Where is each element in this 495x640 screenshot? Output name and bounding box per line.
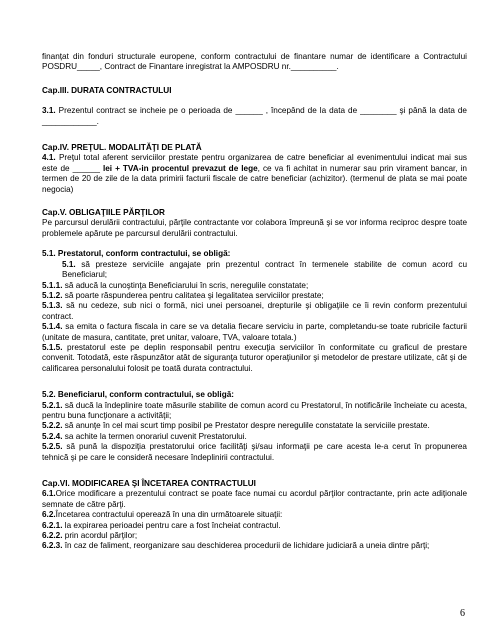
clause-5-2-2: 5.2.2. să anunţe în cel mai scurt timp posibil pe Prestator despre neregulile constatate la serviciile prestate. [42,421,430,431]
cap4-heading: Cap.IV. PREŢUL. MODALITĂŢI DE PLATĂ [42,143,202,153]
clause-6-1: 6.1.Orice modificare a prezentului contract se poate face numai cu acordul părţilor contractante, prin acte adiţionale semnate de către părţi. [42,489,467,509]
document-body [42,52,467,552]
cap3-heading: Cap.III. DURATA CONTRACTULUI [42,85,172,95]
clause-4-1: 4.1. Preţul total aferent serviciilor prestate pentru organizarea de catre beneficiar al evenimentului indicat mai sus este de ______ lei + TVA-in procentul prevazut de lege, ce va fi achitat in numerar sau prin virament bancar, in termen de 20 de zile de la data primirii facturii fiscale de catre beneficiar (achizitor). (termenul de plata se mai poate negocia) [42,153,467,194]
clause-6-2: 6.2.Încetarea contractului operează în una din următoarele situaţii: [42,510,283,520]
clause-6-2-1: 6.2.1. la expirarea perioadei pentru care a fost încheiat contractul. [42,520,281,530]
clause-5-1-3: 5.1.3. să nu cedeze, sub nici o formă, nici unei persoanei, drepturile şi obligaţiile ce îi revin conform prezentului contract. [42,301,467,321]
clause-5-1-4: 5.1.4. sa emita o factura fiscala in care se va detalia fiecare serviciu in parte, completandu-se toate rubricile facturii (unitate de masura, cantitate, pret unitar, valoare, TVA, valoare totala.) [42,322,467,342]
intro-paragraph: finanțat din fonduri structurale europene, conform contractului de finantare numar de identificare a Contractului POSDRU_____, Contract de Finantare inregistrat la AMPOSDRU nr.__________. [42,52,467,72]
clause-5-2-5: 5.2.5. să pună la dispoziţia prestatorului orice facilităţi şi/sau informaţii pe care acesta le-a cerut în propunerea tehnică şi pe care le consideră necesare îndeplinirii contractului. [42,442,467,462]
page-number: 6 [460,608,465,619]
clause-3-1: 3.1. Prezentul contract se incheie pe o perioada de ______ , începând de la data de ________ şi până la data de ____________. [42,106,467,126]
clause-5-1: 5.1. să presteze serviciile angajate prin prezentul contract în termenele stabilite de comun acord cu Beneficiarul; [62,259,467,280]
clause-6-2-2: 6.2.2. prin acordul părţilor; [42,531,138,541]
clause-5-1-2: 5.1.2. să poarte răspunderea pentru calitatea şi legalitatea serviciilor prestate; [42,290,324,300]
clause-6-2-3: 6.2.3. în caz de faliment, reorganizare sau deschiderea procedurii de lichidare judiciară a uneia dintre părţi; [42,541,430,551]
cap5-heading: Cap.V. OBLIGAŢIILE PĂRŢILOR [42,208,165,218]
cap6-heading: Cap.VI. MODIFICAREA ŞI ÎNCETAREA CONTRACTULUI [42,479,256,488]
clause-5-2-1: 5.2.1. să ducă la îndeplinire toate măsurile stabilite de comun acord cu Prestatorul, în notificările încheiate cu acesta, pentru buna funcţionare a activităţii; [42,400,467,420]
clause-5-1-1: 5.1.1. să aducă la cunoştinţa Beneficiarului în scris, neregulile constatate; [42,280,309,290]
clause-5-1-5: 5.1.5. prestatorul este pe deplin responsabil pentru execuţia serviciilor în conformitate cu graficul de prestare convenit. Totodată, este răspunzător atât de siguranţa tuturor operaţiunilor şi metodelor de prestare utilizate, cât şi de calificarea personalului folosit pe toată durata contractului. [42,342,467,373]
clause-5-2-4: 5.2.4. sa achite la termen onorariul cuvenit Prestatorului. [42,431,247,441]
section-5-2-heading: 5.2. Beneficiarul, conform contractului, se obligă: [42,390,234,400]
section-5-1-heading: 5.1. Prestatorul, conform contractului, se obligă: [42,249,231,259]
cap5-intro: Pe parcursul derulării contractului, părţile contractante vor colabora împreună şi se vor informa reciproc despre toate problemele apărute pe parcursul derulării contractului. [42,218,467,238]
